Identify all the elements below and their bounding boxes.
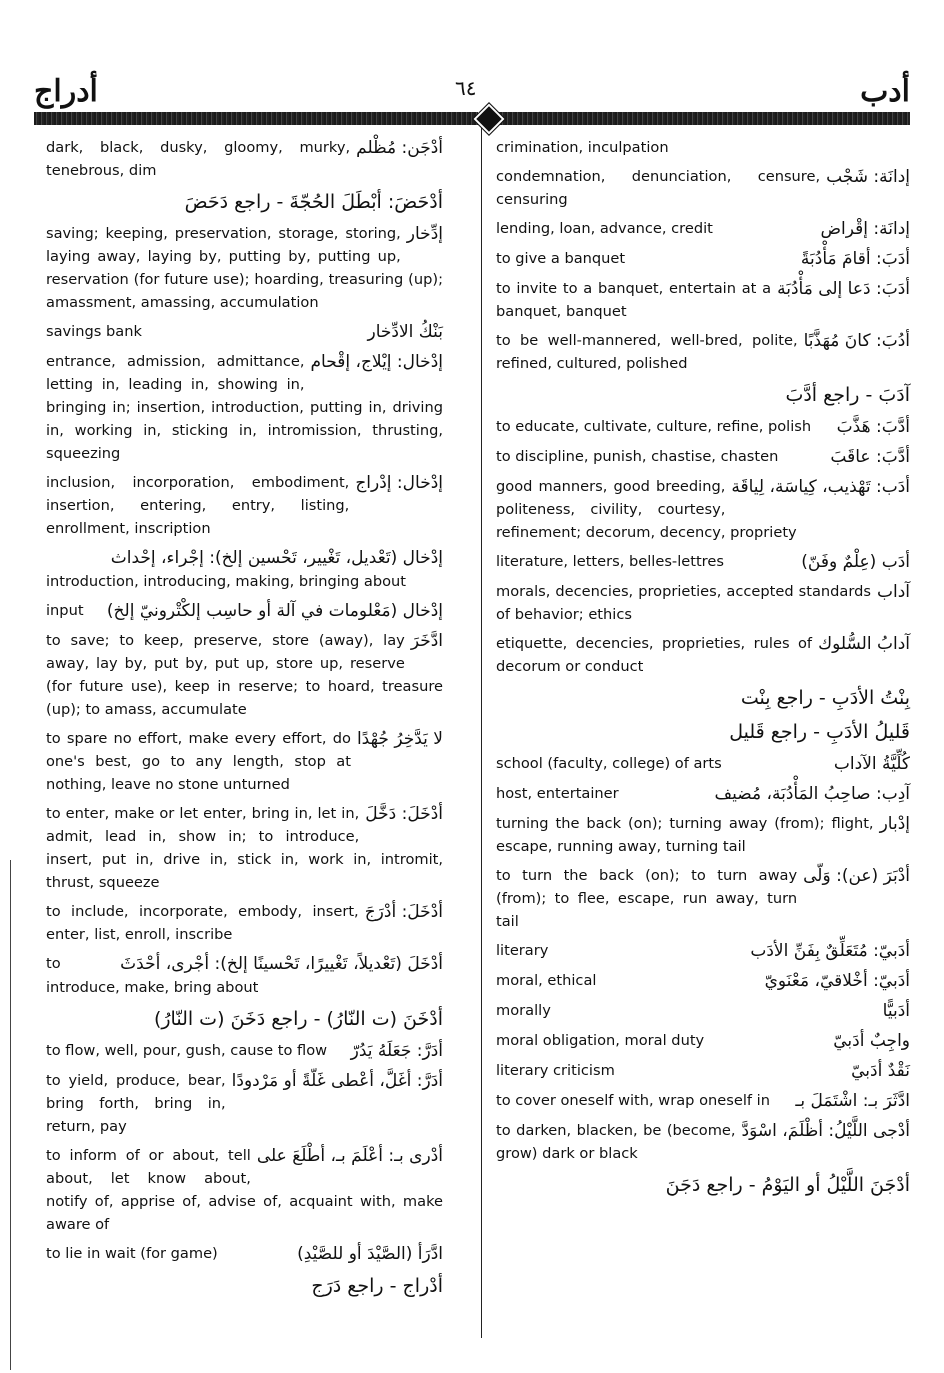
english-definition: literary [496, 942, 549, 959]
dictionary-entry [46, 952, 443, 999]
dictionary-entry [46, 546, 443, 593]
header-guide-word-right: أدب [860, 74, 910, 109]
arabic-headword: أدَب: تَهْذيب، كِياسَة، لِياقَة [731, 477, 910, 497]
dictionary-entry [496, 247, 910, 271]
dictionary-entry [496, 632, 910, 678]
english-definition: to give a banquet [496, 250, 626, 267]
english-definition: introduction, introducing, making, bringing about [46, 573, 407, 590]
english-definition: savings bank [46, 323, 142, 340]
arabic-headword: قَليلُ الأدَبِ - راجع قَليل [729, 721, 910, 743]
dictionary-entry [46, 136, 443, 182]
english-definition: to cover oneself with, wrap oneself in [496, 1092, 770, 1109]
english-definition: literature, letters, belles-lettres [496, 553, 724, 570]
right-column [496, 136, 910, 1205]
dictionary-entry [496, 381, 910, 409]
arabic-headword: إدْخال (تَعْديل، تَغْيير، تَحْسين إلخ): إجْراء، إحْداث [110, 548, 443, 568]
arabic-headword: أدْخَلَ: دَخَّلَ [365, 804, 443, 824]
dictionary-entry [496, 1059, 910, 1083]
dictionary-entry [496, 415, 910, 439]
arabic-headword: أدْجَن: مُظْلم [356, 138, 443, 158]
arabic-headword: آدابُ السُّلوك [818, 634, 910, 654]
english-definition: to save; to keep, preserve, store (away), lay away, lay by, put by, put up, store up, reserve (for future use), keep in reserve; to hoard, treasure (up); to amass, accumulate [46, 632, 443, 718]
arabic-headword: أدْحَضَ: أبْطَلَ الحُجّةَ - راجع دَحَضَ [184, 191, 443, 213]
dictionary-entry [496, 1029, 910, 1053]
dictionary-entry [496, 1119, 910, 1165]
arabic-headword: أدَرَّ: أغَلَّ، أعْطى غَلّةً أو مَرْدودًا [231, 1071, 443, 1091]
arabic-headword: أدْخَلَ: أدْرَجَ [364, 902, 443, 922]
header-rule-left [34, 112, 478, 125]
english-definition: turning the back (on); turning away (from); flight, escape, running away, turning tail [496, 815, 874, 855]
dictionary-entry [46, 900, 443, 946]
dictionary-entry [496, 812, 910, 858]
english-definition: to invite to a banquet, entertain at a banquet, banquet [496, 280, 772, 320]
english-definition: entrance, admission, admittance, letting in, leading in, showing in, bringing in; insertion, introduction, putting in, driving in, working in, sticking in, intromission, thrusting, squeezing [46, 353, 443, 462]
english-definition: to introduce, make, bring about [46, 955, 259, 996]
dictionary-entry [46, 802, 443, 894]
english-definition: moral, ethical [496, 972, 597, 989]
english-definition: lending, loan, advance, credit [496, 220, 713, 237]
dictionary-entry [46, 320, 443, 344]
english-definition: morally [496, 1002, 551, 1019]
arabic-headword: أدَبَ: أقامَ مَأْدُبَةً [800, 249, 910, 269]
arabic-headword: أدَبيًّا [882, 1001, 910, 1021]
dictionary-entry [496, 939, 910, 963]
arabic-headword: أدْرى بـ: أعْلَمَ بـ، أطْلَعَ على [256, 1146, 443, 1166]
arabic-headword: واجِبٌ أدَبيّ [833, 1031, 910, 1051]
english-definition: to enter, make or let enter, bring in, let in, admit, lead in, show in; to introduce, insert, put in, drive in, stick in, work in, intromit, thrust, squeeze [46, 805, 443, 891]
english-definition: school (faculty, college) of arts [496, 755, 722, 772]
arabic-headword: إدانَة: إقْراض [820, 219, 910, 239]
dictionary-entry [496, 864, 910, 933]
dictionary-entry [496, 718, 910, 746]
page-edge-line [10, 860, 11, 1370]
arabic-headword: آدَبَ - راجع أدَّبَ [785, 384, 910, 406]
english-definition: to include, incorporate, embody, insert, enter, list, enroll, inscribe [46, 903, 359, 943]
dictionary-entry [46, 599, 443, 623]
dictionary-entry [46, 1005, 443, 1033]
dictionary-entry [46, 1242, 443, 1266]
dictionary-entry [496, 1171, 910, 1199]
arabic-headword: أدْجى اللَّيْلُ: أظْلَمَ، اسْوَدَّ [741, 1121, 910, 1141]
arabic-headword: إدْخال (مَعْلومات في آلة أو حاسِب إلكْتْرونيّ إلخ) [106, 601, 443, 621]
arabic-headword: أدُبَ: كانَ مُهَذَّبًا [803, 331, 910, 351]
dictionary-entry [496, 329, 910, 375]
arabic-headword: ادَّثَرَ بـ: اشْتَمَلَ بـ [795, 1091, 910, 1111]
dictionary-entry [496, 550, 910, 574]
arabic-headword: آداب [876, 582, 910, 602]
english-definition: crimination, inculpation [496, 139, 669, 156]
arabic-headword: أدَرَّ: جَعَلَهُ يَدُرّ [350, 1041, 443, 1061]
dictionary-entry [46, 1039, 443, 1063]
arabic-headword: إدْخال: إدْراج [355, 473, 443, 493]
dictionary-entry [46, 1272, 443, 1300]
dictionary-entry [496, 217, 910, 241]
dictionary-entry [496, 684, 910, 712]
header-rule-right [495, 112, 910, 125]
arabic-headword: أدَّبَ: هَذَّبَ [836, 417, 910, 437]
dictionary-entry [496, 475, 910, 544]
left-column [46, 136, 443, 1306]
english-definition: to be well-mannered, well-bred, polite, refined, cultured, polished [496, 332, 798, 372]
english-definition: saving; keeping, preservation, storage, storing, laying away, laying by, putting by, putting up, reservation (for future use); hoarding, treasuring (up); amassment, amassing, accumulation [46, 225, 443, 311]
arabic-headword: إدِّخار [406, 224, 443, 244]
english-definition: to lie in wait (for game) [46, 1245, 218, 1262]
dictionary-entry [46, 350, 443, 465]
arabic-headword: أدَبيّ: مُتَعَلِّقٌ بِفَنِّ الأدَب [750, 941, 910, 961]
header-guide-word-left: أدراج [34, 74, 98, 109]
arabic-headword: بَنْكُ الادِّخار [367, 322, 443, 342]
dictionary-entry [46, 727, 443, 796]
dictionary-entry [496, 580, 910, 626]
arabic-headword: ادَّخَرَ [410, 631, 443, 651]
arabic-headword: أدْخَلَ (تَعْديلاً، تَغْييرًا، تَحْسينًا إلخ): أجْرى، أحْدَثَ [120, 954, 443, 974]
dictionary-entry [496, 1089, 910, 1113]
column-divider [481, 128, 482, 1338]
dictionary-entry [496, 999, 910, 1023]
dictionary-entry [46, 188, 443, 216]
arabic-headword: أدْبَرَ (عن): وَلّى [803, 866, 910, 886]
dictionary-entry [46, 471, 443, 540]
english-definition: to spare no effort, make every effort, do one's best, go to any length, stop at nothing, leave no stone unturned [46, 730, 351, 793]
arabic-headword: نَقْدٌ أدَبيّ [851, 1061, 910, 1081]
english-definition: morals, decencies, proprieties, accepted standards of behavior; ethics [496, 583, 871, 623]
dictionary-entry [496, 445, 910, 469]
english-definition: to darken, blacken, be (become, grow) dark or black [496, 1122, 736, 1162]
arabic-headword: أدْجَنَ اللَّيْلُ أو اليَوْمُ - راجع دَجَنَ [665, 1174, 910, 1196]
arabic-headword: أدَبيّ: أخْلاقيّ، مَعْنَويّ [764, 971, 910, 991]
arabic-headword: بِنْتُ الأدَبِ - راجع بِنْت [740, 687, 910, 709]
english-definition: condemnation, denunciation, censure, censuring [496, 168, 821, 208]
english-definition: inclusion, incorporation, embodiment, insertion, entering, entry, listing, enrollment, inscription [46, 474, 350, 537]
english-definition: to educate, cultivate, culture, refine, polish [496, 418, 812, 435]
english-definition: input [46, 602, 84, 619]
english-definition: dark, black, dusky, gloomy, murky, tenebrous, dim [46, 139, 351, 179]
header-diamond-ornament [473, 103, 504, 134]
english-definition: to yield, produce, bear, bring forth, bring in, return, pay [46, 1072, 226, 1135]
arabic-headword: كُلِّيَّةُ الآداب [833, 754, 910, 774]
dictionary-entry [496, 136, 910, 159]
english-definition: host, entertainer [496, 785, 619, 802]
english-definition: to discipline, punish, chastise, chasten [496, 448, 779, 465]
arabic-headword: ادَّرَأ (الصَّيْدَ أو للصَّيْدِ) [297, 1244, 443, 1264]
english-definition: to flow, well, pour, gush, cause to flow [46, 1042, 328, 1059]
page-number: ٦٤ [455, 76, 477, 100]
arabic-headword: أدَبَ: دَعا إلى مَأْدُبَة [777, 279, 910, 299]
english-definition: good manners, good breeding, politeness, civility, courtesy, refinement; decorum, decency, propriety [496, 478, 797, 541]
arabic-headword: أدْراج - راجع دَرَج [311, 1275, 443, 1297]
dictionary-entry [496, 277, 910, 323]
arabic-headword: أدْخَنَ (ت النّارُ) - راجع دَخَنَ (ت النّارُ) [153, 1008, 443, 1030]
english-definition: moral obligation, moral duty [496, 1032, 705, 1049]
dictionary-entry [496, 752, 910, 776]
dictionary-entry [46, 222, 443, 314]
arabic-headword: أدَب (عِلْمٌ وفَنّ) [801, 552, 910, 572]
dictionary-entry [496, 782, 910, 806]
dictionary-entry [496, 969, 910, 993]
arabic-headword: إدانَة: شَجْب [826, 167, 910, 187]
arabic-headword: لا يَدَّخِرُ جُهْدًا [356, 729, 443, 749]
english-definition: literary criticism [496, 1062, 615, 1079]
arabic-headword: إدْخال: إيْلاج، إقْحام [310, 352, 443, 372]
english-definition: etiquette, decencies, proprieties, rules of decorum or conduct [496, 635, 813, 675]
dictionary-entry [46, 1144, 443, 1236]
arabic-headword: إدْبار [879, 814, 910, 834]
arabic-headword: أدَّبَ: عاقَبَ [830, 447, 910, 467]
dictionary-entry [46, 629, 443, 721]
dictionary-entry [496, 165, 910, 211]
english-definition: to inform of or about, tell about, let know about, notify of, apprise of, advise of, acquaint with, make aware of [46, 1147, 443, 1233]
arabic-headword: آدِب: صاحِبُ المَأْدُبَة، مُضيف [714, 784, 910, 804]
dictionary-entry [46, 1069, 443, 1138]
english-definition: to turn the back (on); to turn away (from); to flee, escape, run away, turn tail [496, 867, 798, 930]
